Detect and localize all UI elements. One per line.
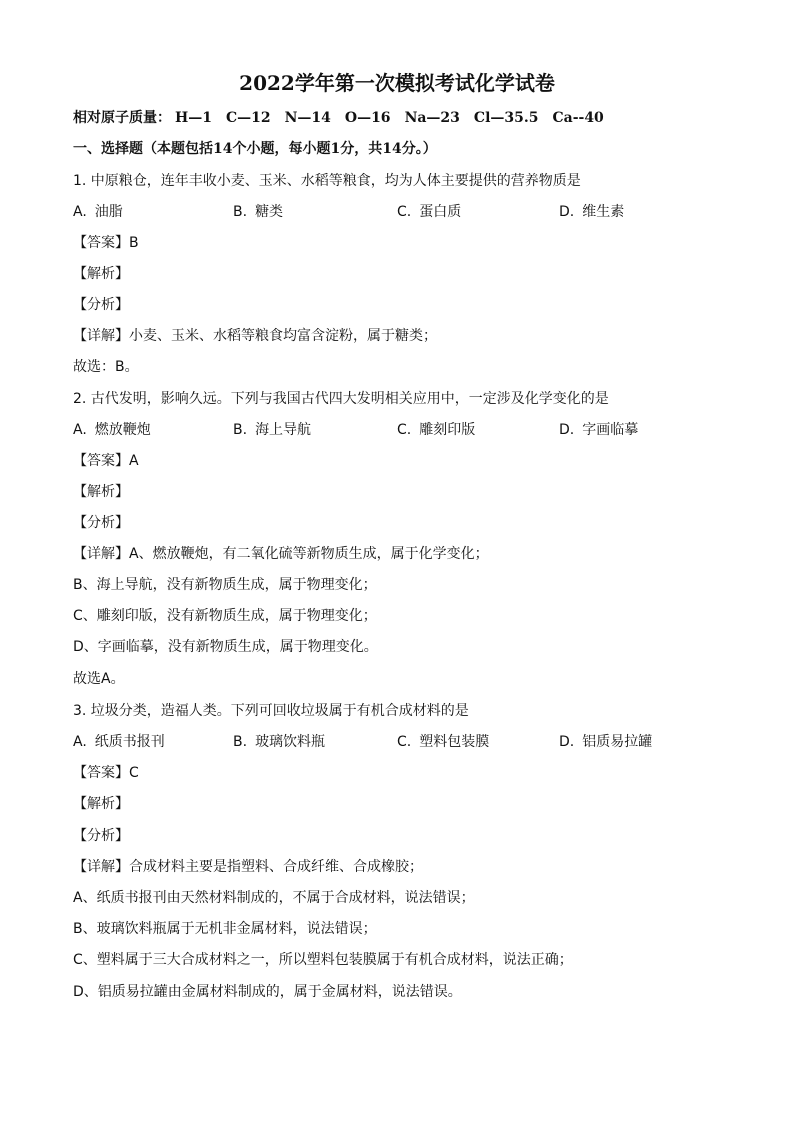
option-a: A. 油脂	[73, 204, 123, 220]
option-b: B. 海上导航	[233, 422, 312, 438]
atomic-mass-ca: Ca--40	[552, 110, 604, 126]
section-heading: 一、选择题（本题包括14个小题，每小题1分，共14分。）	[73, 141, 437, 157]
option-c: C. 塑料包装膜	[397, 734, 490, 750]
analysis-heading: 【解析】	[73, 484, 129, 500]
option-b: B. 玻璃饮料瓶	[233, 734, 326, 750]
question-stem-2: 2. 古代发明，影响久远。下列与我国古代四大发明相关应用中，一定涉及化学变化的是	[73, 391, 609, 407]
analysis-heading: 【解析】	[73, 266, 129, 282]
option-c: C. 雕刻印版	[397, 422, 476, 438]
atomic-mass-h: H—1	[175, 110, 212, 126]
analysis-heading: 【解析】	[73, 796, 129, 812]
question-options-1	[73, 202, 713, 222]
detail-line: 【详解】A、燃放鞭炮，有二氧化硫等新物质生成，属于化学变化；	[73, 546, 489, 562]
fenxi-heading: 【分析】	[73, 515, 129, 531]
atomic-mass-cl: Cl—35.5	[473, 110, 539, 126]
question-stem-3: 3. 垃圾分类，造福人类。下列可回收垃圾属于有机合成材料的是	[73, 703, 469, 719]
answer-line: 【答案】A	[73, 453, 139, 469]
atomic-masses-label: 相对原子质量：	[73, 110, 171, 126]
question-options-3	[73, 732, 713, 752]
atomic-masses-line	[73, 108, 604, 128]
fenxi-heading: 【分析】	[73, 828, 129, 844]
option-d: D. 字画临摹	[559, 422, 639, 438]
answer-line: 【答案】B	[73, 235, 139, 251]
atomic-mass-c: C—12	[225, 110, 271, 126]
option-a: A. 纸质书报刊	[73, 734, 165, 750]
option-d: D. 维生素	[559, 204, 625, 220]
detail-line: B、玻璃饮料瓶属于无机非金属材料，说法错误；	[73, 921, 377, 937]
answer-line: 【答案】C	[73, 765, 139, 781]
choose-line: 故选：B。	[73, 359, 139, 375]
option-d: D. 铝质易拉罐	[559, 734, 653, 750]
fenxi-heading: 【分析】	[73, 297, 129, 313]
detail-line: A、纸质书报刊由天然材料制成的，不属于合成材料，说法错误；	[73, 890, 475, 906]
question-options-2	[73, 420, 713, 440]
atomic-mass-n: N—14	[284, 110, 331, 126]
option-c: C. 蛋白质	[397, 204, 462, 220]
option-a: A. 燃放鞭炮	[73, 422, 151, 438]
detail-line: C、塑料属于三大合成材料之一，所以塑料包装膜属于有机合成材料，说法正确；	[73, 952, 573, 968]
detail-line: 【详解】小麦、玉米、水稻等粮食均富含淀粉，属于糖类；	[73, 328, 437, 344]
question-stem-1: 1. 中原粮仓，连年丰收小麦、玉米、水稻等粮食，均为人体主要提供的营养物质是	[73, 173, 581, 189]
atomic-mass-o: O—16	[344, 110, 391, 126]
atomic-mass-na: Na—23	[404, 110, 460, 126]
page-title: 2022学年第一次模拟考试化学试卷	[239, 71, 555, 95]
detail-line: D、字画临摹，没有新物质生成，属于物理变化。	[73, 639, 378, 655]
detail-line: 【详解】合成材料主要是指塑料、合成纤维、合成橡胶；	[73, 859, 423, 875]
choose-line: 故选A。	[73, 671, 125, 687]
option-b: B. 糖类	[233, 204, 284, 220]
detail-line: B、海上导航，没有新物质生成，属于物理变化；	[73, 577, 377, 593]
detail-line: C、雕刻印版，没有新物质生成，属于物理变化；	[73, 608, 377, 624]
detail-line: D、铝质易拉罐由金属材料制成的，属于金属材料，说法错误。	[73, 984, 462, 1000]
